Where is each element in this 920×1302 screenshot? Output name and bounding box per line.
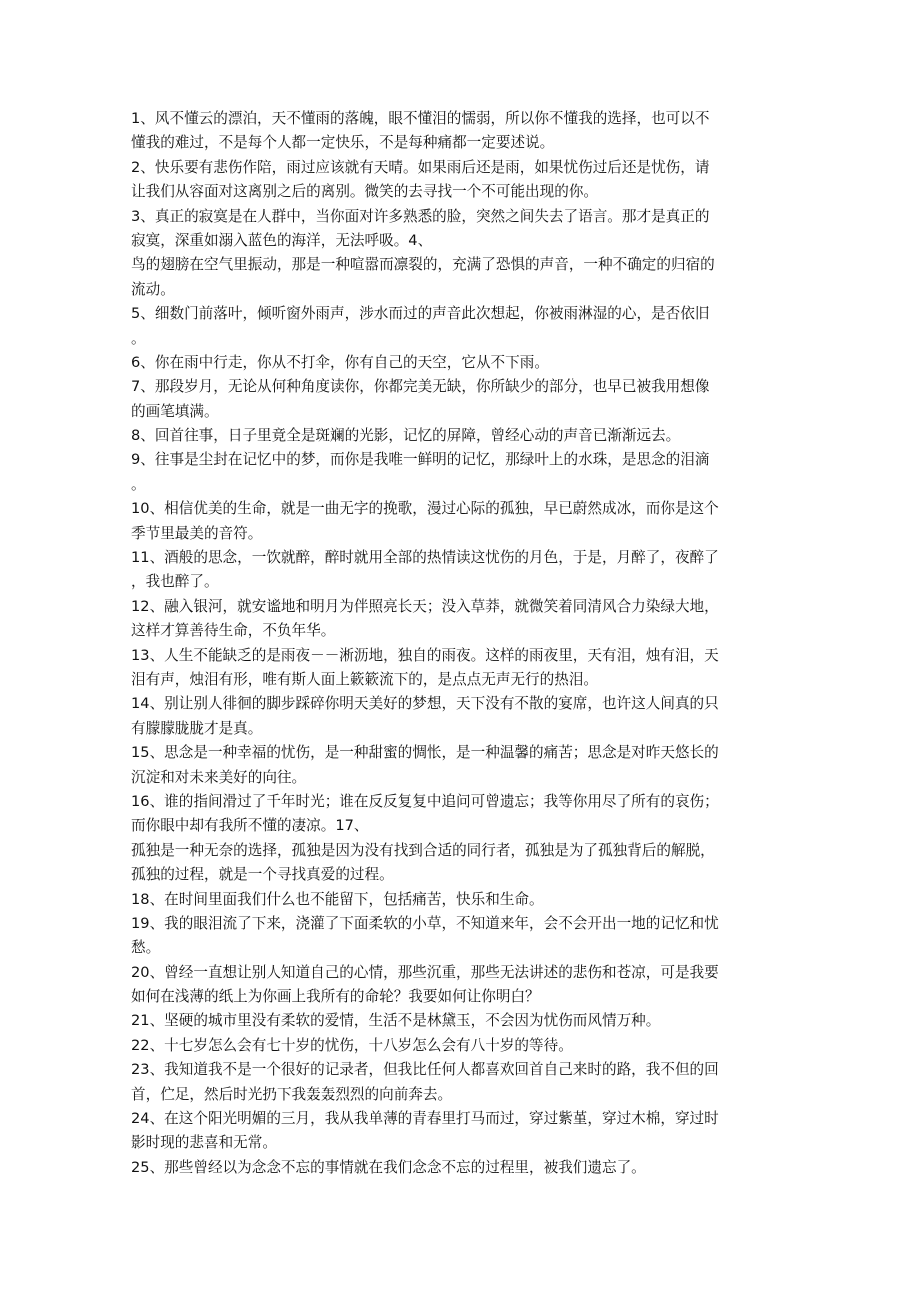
text-line: 泪有声，烛泪有形，唯有斯人面上簌簌流下的，是点点无声无行的热泪。 (131, 670, 599, 688)
text-line: 让我们从容面对这离别之后的离别。微笑的去寻找一个不可能出现的你。 (131, 183, 599, 201)
text-line: 首，伫足，然后时光扔下我轰轰烈烈的向前奔去。 (131, 1085, 453, 1103)
text-line: 13、人生不能缺乏的是雨夜－－淅沥地，独自的雨夜。这样的雨夜里，天有泪，烛有泪，天 (131, 646, 719, 664)
text-line: 8、回首往事，日子里竟全是斑斓的光影，记忆的屏障，曾经心动的声音已渐渐远去。 (131, 427, 681, 445)
text-line: 18、在时间里面我们什么也不能留下，包括痛苦，快乐和生命。 (131, 890, 544, 908)
text-line: 。 (131, 475, 146, 493)
text-line: 20、曾经一直想让别人知道自己的心情，那些沉重，那些无法讲述的悲伤和苍凉，可是我要 (131, 963, 719, 981)
text-line: 10、相信优美的生命，就是一曲无字的挽歌，漫过心际的孤独，早已蔚然成冰，而你是这个 (131, 500, 719, 518)
text-line: 而你眼中却有我所不懂的凄凉。17、 (131, 817, 369, 835)
text-line: 鸟的翅膀在空气里振动，那是一种喧嚣而凛裂的，充满了恐惧的声音，一种不确定的归宿的 (131, 256, 715, 274)
text-line: 孤独是一种无奈的选择，孤独是因为没有找到合适的同行者，孤独是为了孤独背后的解脱， (131, 841, 715, 859)
text-line: 懂我的难过，不是每个人都一定快乐，不是每种痛都一定要述说。 (131, 134, 555, 152)
text-line: 这样才算善待生命，不负年华。 (131, 622, 336, 640)
text-line: 24、在这个阳光明媚的三月，我从我单薄的青春里打马而过，穿过紫堇，穿过木棉，穿过时 (131, 1110, 719, 1128)
text-line: 沉淀和对未来美好的向往。 (131, 768, 307, 786)
text-line: 16、谁的指间滑过了千年时光；谁在反反复复中追问可曾遗忘；我等你用尽了所有的哀伤； (131, 792, 719, 810)
text-line: 23、我知道我不是一个很好的记录者，但我比任何人都喜欢回首自己来时的路，我不但的回 (131, 1061, 719, 1079)
text-line: 1、风不懂云的漂泊，天不懂雨的落魄，眼不懂泪的懦弱，所以你不懂我的选择，也可以不 (131, 110, 710, 127)
text-line: 21、坚硬的城市里没有柔软的爱情，生活不是林黛玉，不会因为忧伤而风情万种。 (131, 1012, 661, 1030)
text-line: 如何在浅薄的纸上为你画上我所有的命轮？我要如何让你明白？ (131, 988, 540, 1006)
text-line: 9、往事是尘封在记忆中的梦，而你是我唯一鲜明的记忆，那绿叶上的水珠，是思念的泪滴 (131, 451, 710, 469)
text-line: 愁。 (131, 939, 161, 957)
text-line: 7、那段岁月，无论从何种角度读你，你都完美无缺，你所缺少的部分，也早已被我用想像 (131, 378, 710, 396)
text-line: 3、真正的寂寞是在人群中，当你面对许多熟悉的脸，突然之间失去了语言。那才是真正的 (131, 207, 710, 225)
text-line: 的画笔填满。 (131, 402, 219, 420)
text-line: 6、你在雨中行走，你从不打伞，你有自己的天空，它从不下雨。 (131, 353, 549, 371)
text-line: 。 (131, 329, 146, 347)
document-body (131, 107, 793, 1180)
text-line: 12、融入银河，就安谧地和明月为伴照亮长天；没入草莽，就微笑着同清风合力染绿大地， (131, 597, 719, 615)
text-line: 流动。 (131, 280, 175, 298)
text-line: 孤独的过程，就是一个寻找真爱的过程。 (131, 866, 394, 884)
text-line: 寂寞，深重如溺入蓝色的海洋，无法呼吸。4、 (131, 231, 433, 249)
text-line: 22、十七岁怎么会有七十岁的忧伤，十八岁怎么会有八十岁的等待。 (131, 1036, 573, 1054)
text-line: 季节里最美的音符。 (131, 524, 263, 542)
text-line: 11、酒般的思念，一饮就醉，醉时就用全部的热情读这忧伤的月色，于是，月醉了，夜醉了 (131, 549, 719, 567)
text-line: 14、别让别人徘徊的脚步踩碎你明天美好的梦想，天下没有不散的宴席，也许这人间真的只 (131, 695, 719, 713)
text-line: 有朦朦胧胧才是真。 (131, 719, 263, 737)
text-line: 15、思念是一种幸福的忧伤，是一种甜蜜的惆怅，是一种温馨的痛苦；思念是对昨天悠长的 (131, 744, 719, 762)
text-line: 5、细数门前落叶，倾听窗外雨声，涉水而过的声音此次想起，你被雨淋湿的心，是否依旧 (131, 305, 710, 323)
text-line: 影时现的悲喜和无常。 (131, 1134, 277, 1152)
text-line: 25、那些曾经以为念念不忘的事情就在我们念念不忘的过程里，被我们遗忘了。 (131, 1158, 646, 1176)
text-line: ，我也醉了。 (131, 573, 219, 591)
text-line: 2、快乐要有悲伤作陪，雨过应该就有天晴。如果雨后还是雨，如果忧伤过后还是忧伤，请 (131, 158, 710, 176)
text-line: 19、我的眼泪流了下来，浇灌了下面柔软的小草，不知道来年，会不会开出一地的记忆和忧 (131, 914, 719, 932)
